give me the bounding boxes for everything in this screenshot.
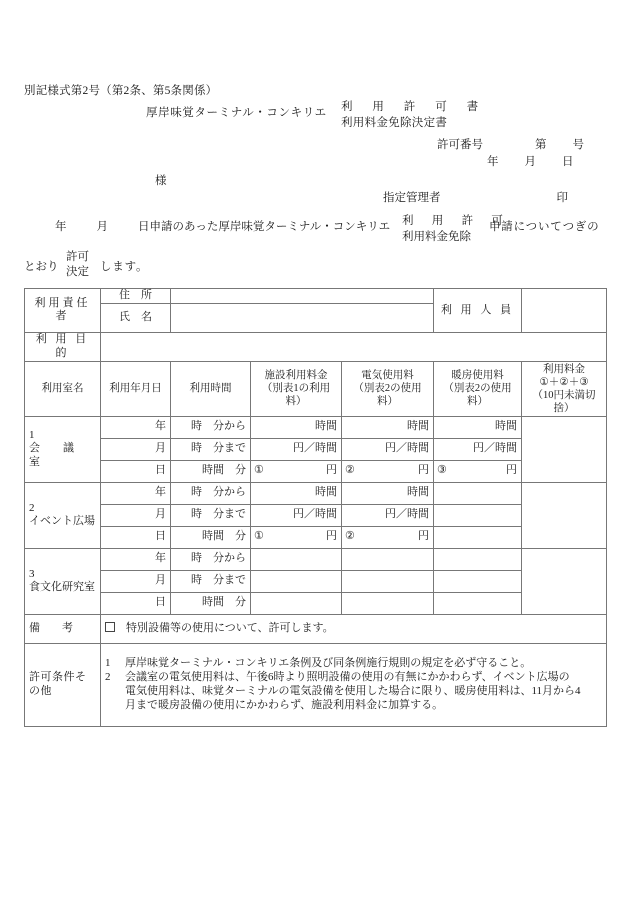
room2-time-from[interactable]: 時 分から <box>171 482 251 504</box>
condition-item-2-text: 会議室の電気使用料は、午後6時より照明設備の使用の有無にかかわらず、イベント広場の <box>125 671 570 683</box>
room3-heating-amount[interactable] <box>434 592 522 614</box>
conditions-label-line1: 許可条件そ <box>29 671 87 683</box>
condition-item-1-number: 1 <box>105 657 111 670</box>
room3-facility-hours[interactable] <box>251 548 342 570</box>
table-row-room3-line2 <box>25 570 607 592</box>
table-row-room1-line1 <box>25 416 607 438</box>
room2-facility-hours[interactable]: 時間 <box>251 482 342 504</box>
room1-total[interactable] <box>522 416 607 482</box>
table-row-room3-line1 <box>25 548 607 570</box>
room2-duration[interactable]: 時間 分 <box>171 526 251 548</box>
room-name-2 <box>25 482 101 548</box>
name-label: 氏 名 <box>101 303 171 332</box>
remarks-checkbox-text: 特別設備等の使用について、許可します。 <box>126 621 334 634</box>
header-electric-fee <box>342 361 434 416</box>
header-date: 利用年月日 <box>101 361 171 416</box>
condition-item-2 <box>105 671 602 685</box>
purpose-label: 利 用 目 的 <box>25 332 101 361</box>
room1-facility-rate[interactable]: 円／時間 <box>251 438 342 460</box>
document-title-block <box>341 99 482 131</box>
room1-heating-amount[interactable] <box>434 460 522 482</box>
header-heating-fee-sub: （別表2の使用料） <box>443 383 512 408</box>
table-row-usage-headers <box>25 361 607 416</box>
room-index-3: 3 <box>29 567 35 580</box>
room2-total[interactable] <box>522 482 607 548</box>
table-row-room2-line3 <box>25 526 607 548</box>
issue-date-month: 月 <box>524 156 536 168</box>
room3-time-from[interactable]: 時 分から <box>171 548 251 570</box>
room1-electric-hours[interactable]: 時間 <box>342 416 434 438</box>
permit-form-table <box>24 288 607 727</box>
decision-suffix: します。 <box>100 261 149 273</box>
application-body-before: 日申請のあった厚岸味覚ターミナル・コンキリエ <box>138 221 391 233</box>
room-index-2: 2 <box>29 501 35 514</box>
attendees-value[interactable] <box>522 289 607 333</box>
permit-number-unit-gou: 号 <box>572 139 584 151</box>
room3-time-to[interactable]: 時 分まで <box>171 570 251 592</box>
permit-number-label: 許可番号 <box>437 139 483 151</box>
condition-item-2-cont2: 月まで暖房設備の使用にかかわらず、施設利用料金に加算する。 <box>125 698 444 711</box>
header-electric-fee-main: 電気使用料 <box>361 370 414 382</box>
room2-time-to[interactable]: 時 分まで <box>171 504 251 526</box>
checkbox-icon[interactable] <box>105 622 115 632</box>
remarks-label <box>25 614 101 643</box>
room1-month[interactable]: 月 <box>101 438 171 460</box>
room-label-2: イベント広場 <box>29 515 95 528</box>
circled-number-2-icon: ② <box>345 530 355 543</box>
room1-facility-amount-unit: 円 <box>326 464 337 477</box>
table-row-remarks <box>25 614 607 643</box>
address-value[interactable] <box>171 289 434 304</box>
application-year: 年 <box>55 221 67 233</box>
room3-month[interactable]: 月 <box>101 570 171 592</box>
remarks-label-a: 備 <box>29 621 62 634</box>
room1-year[interactable]: 年 <box>101 416 171 438</box>
form-number: 別記様式第2号（第2条、第5条関係） <box>24 85 218 97</box>
room3-day[interactable]: 日 <box>101 592 171 614</box>
room1-time-to[interactable]: 時 分まで <box>171 438 251 460</box>
header-electric-fee-sub: （別表2の使用料） <box>353 383 422 408</box>
header-total-fee-main: 利用料金 <box>543 363 585 375</box>
header-time: 利用時間 <box>171 361 251 416</box>
decision-type-line2: 決定 <box>66 266 89 278</box>
circled-number-1-icon: ① <box>254 530 264 543</box>
room2-heating-rate[interactable] <box>434 504 522 526</box>
room3-duration[interactable]: 時間 分 <box>171 592 251 614</box>
table-row-address <box>25 289 607 304</box>
room-index-1: 1 <box>29 428 35 441</box>
header-heating-fee-main: 暖房使用料 <box>451 370 504 382</box>
room2-day[interactable]: 日 <box>101 526 171 548</box>
header-facility-fee-sub: （別表1の利用料） <box>261 383 331 408</box>
address-label: 住 所 <box>101 289 171 304</box>
room1-day[interactable]: 日 <box>101 460 171 482</box>
room3-facility-amount[interactable] <box>251 592 342 614</box>
room-label-1: 会 議 室 <box>29 442 97 469</box>
room1-time-from[interactable]: 時 分から <box>171 416 251 438</box>
room1-heating-rate[interactable]: 円／時間 <box>434 438 522 460</box>
room2-facility-amount[interactable] <box>251 526 342 548</box>
header-total-fee <box>522 361 607 416</box>
attendees-label: 利 用 人 員 <box>434 289 522 333</box>
room3-year[interactable]: 年 <box>101 548 171 570</box>
room-name-3 <box>25 548 101 614</box>
circled-number-2-icon: ② <box>345 464 355 477</box>
condition-item-1-text: 厚岸味覚ターミナル・コンキリエ条例及び同条例施行規則の規定を必ず守ること。 <box>125 657 532 670</box>
header-total-fee-sub1: ①＋②＋③ <box>539 376 589 388</box>
name-value[interactable] <box>171 303 434 332</box>
addressee-honorific: 様 <box>155 175 167 187</box>
header-total-fee-sub2: （10円未満切捨） <box>532 389 596 414</box>
condition-item-1 <box>105 657 602 671</box>
remarks-label-b: 考 <box>62 621 73 634</box>
facility-name-title: 厚岸味覚ターミナル・コンキリエ <box>146 107 327 119</box>
seal-label: 印 <box>556 192 568 204</box>
room2-electric-amount-unit: 円 <box>418 530 429 543</box>
room3-total[interactable] <box>522 548 607 614</box>
room-name-1 <box>25 416 101 482</box>
application-date-sentence <box>55 218 390 234</box>
issue-date-line <box>487 153 574 169</box>
room2-heating-hours[interactable] <box>434 482 522 504</box>
decision-type-block <box>66 250 89 280</box>
issue-date-year: 年 <box>487 156 499 168</box>
header-heating-fee <box>434 361 522 416</box>
room2-electric-rate[interactable]: 円／時間 <box>342 504 434 526</box>
room2-heating-amount[interactable] <box>434 526 522 548</box>
room3-heating-rate[interactable] <box>434 570 522 592</box>
issue-date-day: 日 <box>562 156 574 168</box>
room3-heating-hours[interactable] <box>434 548 522 570</box>
manager-label: 指定管理者 <box>383 192 441 204</box>
table-row-room2-line1 <box>25 482 607 504</box>
header-facility-fee-main: 施設利用料金 <box>264 370 328 382</box>
header-facility-fee <box>251 361 342 416</box>
application-type-line1: 利 用 許 可 <box>402 215 507 227</box>
room1-electric-amount-unit: 円 <box>418 464 429 477</box>
room2-year[interactable]: 年 <box>101 482 171 504</box>
table-row-conditions <box>25 643 607 726</box>
document-title-line1: 利 用 許 可 書 <box>341 101 483 113</box>
room2-facility-amount-unit: 円 <box>326 530 337 543</box>
room1-facility-amount[interactable] <box>251 460 342 482</box>
room2-electric-amount[interactable] <box>342 526 434 548</box>
table-row-room3-line3 <box>25 592 607 614</box>
document-title-line2: 利用料金免除決定書 <box>341 117 448 129</box>
room2-electric-hours[interactable]: 時間 <box>342 482 434 504</box>
table-row-room1-line2 <box>25 438 607 460</box>
table-row-room1-line3 <box>25 460 607 482</box>
responsible-person-label: 利用責任者 <box>25 289 101 333</box>
room1-electric-amount[interactable] <box>342 460 434 482</box>
decision-type-line1: 許可 <box>66 251 89 263</box>
application-type-line2: 利用料金免除 <box>402 231 471 243</box>
condition-item-2-number: 2 <box>105 671 111 683</box>
header-room: 利用室名 <box>25 361 101 416</box>
room1-duration[interactable]: 時間 分 <box>171 460 251 482</box>
room2-month[interactable]: 月 <box>101 504 171 526</box>
room2-facility-rate[interactable]: 円／時間 <box>251 504 342 526</box>
decision-prefix: とおり <box>24 261 59 273</box>
manager-line <box>383 189 568 205</box>
condition-item-2-cont1: 電気使用料は、味覚ターミナルの電気設備を使用した場合に限り、暖房使用料は、11月から4 <box>125 684 581 697</box>
circled-number-1-icon: ① <box>254 464 264 477</box>
permit-number-line <box>437 136 584 152</box>
application-body-after: 申請についてつぎの <box>489 221 600 233</box>
room1-heating-amount-unit: 円 <box>506 464 517 477</box>
table-row-purpose <box>25 332 607 361</box>
room1-heating-hours[interactable]: 時間 <box>434 416 522 438</box>
room3-facility-rate[interactable] <box>251 570 342 592</box>
remarks-checkbox-row[interactable] <box>101 614 607 643</box>
purpose-value[interactable] <box>101 332 607 361</box>
room3-electric-rate[interactable] <box>342 570 434 592</box>
room1-electric-rate[interactable]: 円／時間 <box>342 438 434 460</box>
application-month: 月 <box>96 221 108 233</box>
room-label-3: 食文化研究室 <box>29 581 95 594</box>
room1-facility-hours[interactable]: 時間 <box>251 416 342 438</box>
conditions-label <box>25 643 101 726</box>
table-row-room2-line2 <box>25 504 607 526</box>
conditions-body <box>101 643 607 726</box>
permit-number-unit-dai: 第 <box>535 139 547 151</box>
room3-electric-hours[interactable] <box>342 548 434 570</box>
conditions-label-line2: の他 <box>29 684 52 697</box>
circled-number-3-icon: ③ <box>437 464 447 477</box>
room3-electric-amount[interactable] <box>342 592 434 614</box>
